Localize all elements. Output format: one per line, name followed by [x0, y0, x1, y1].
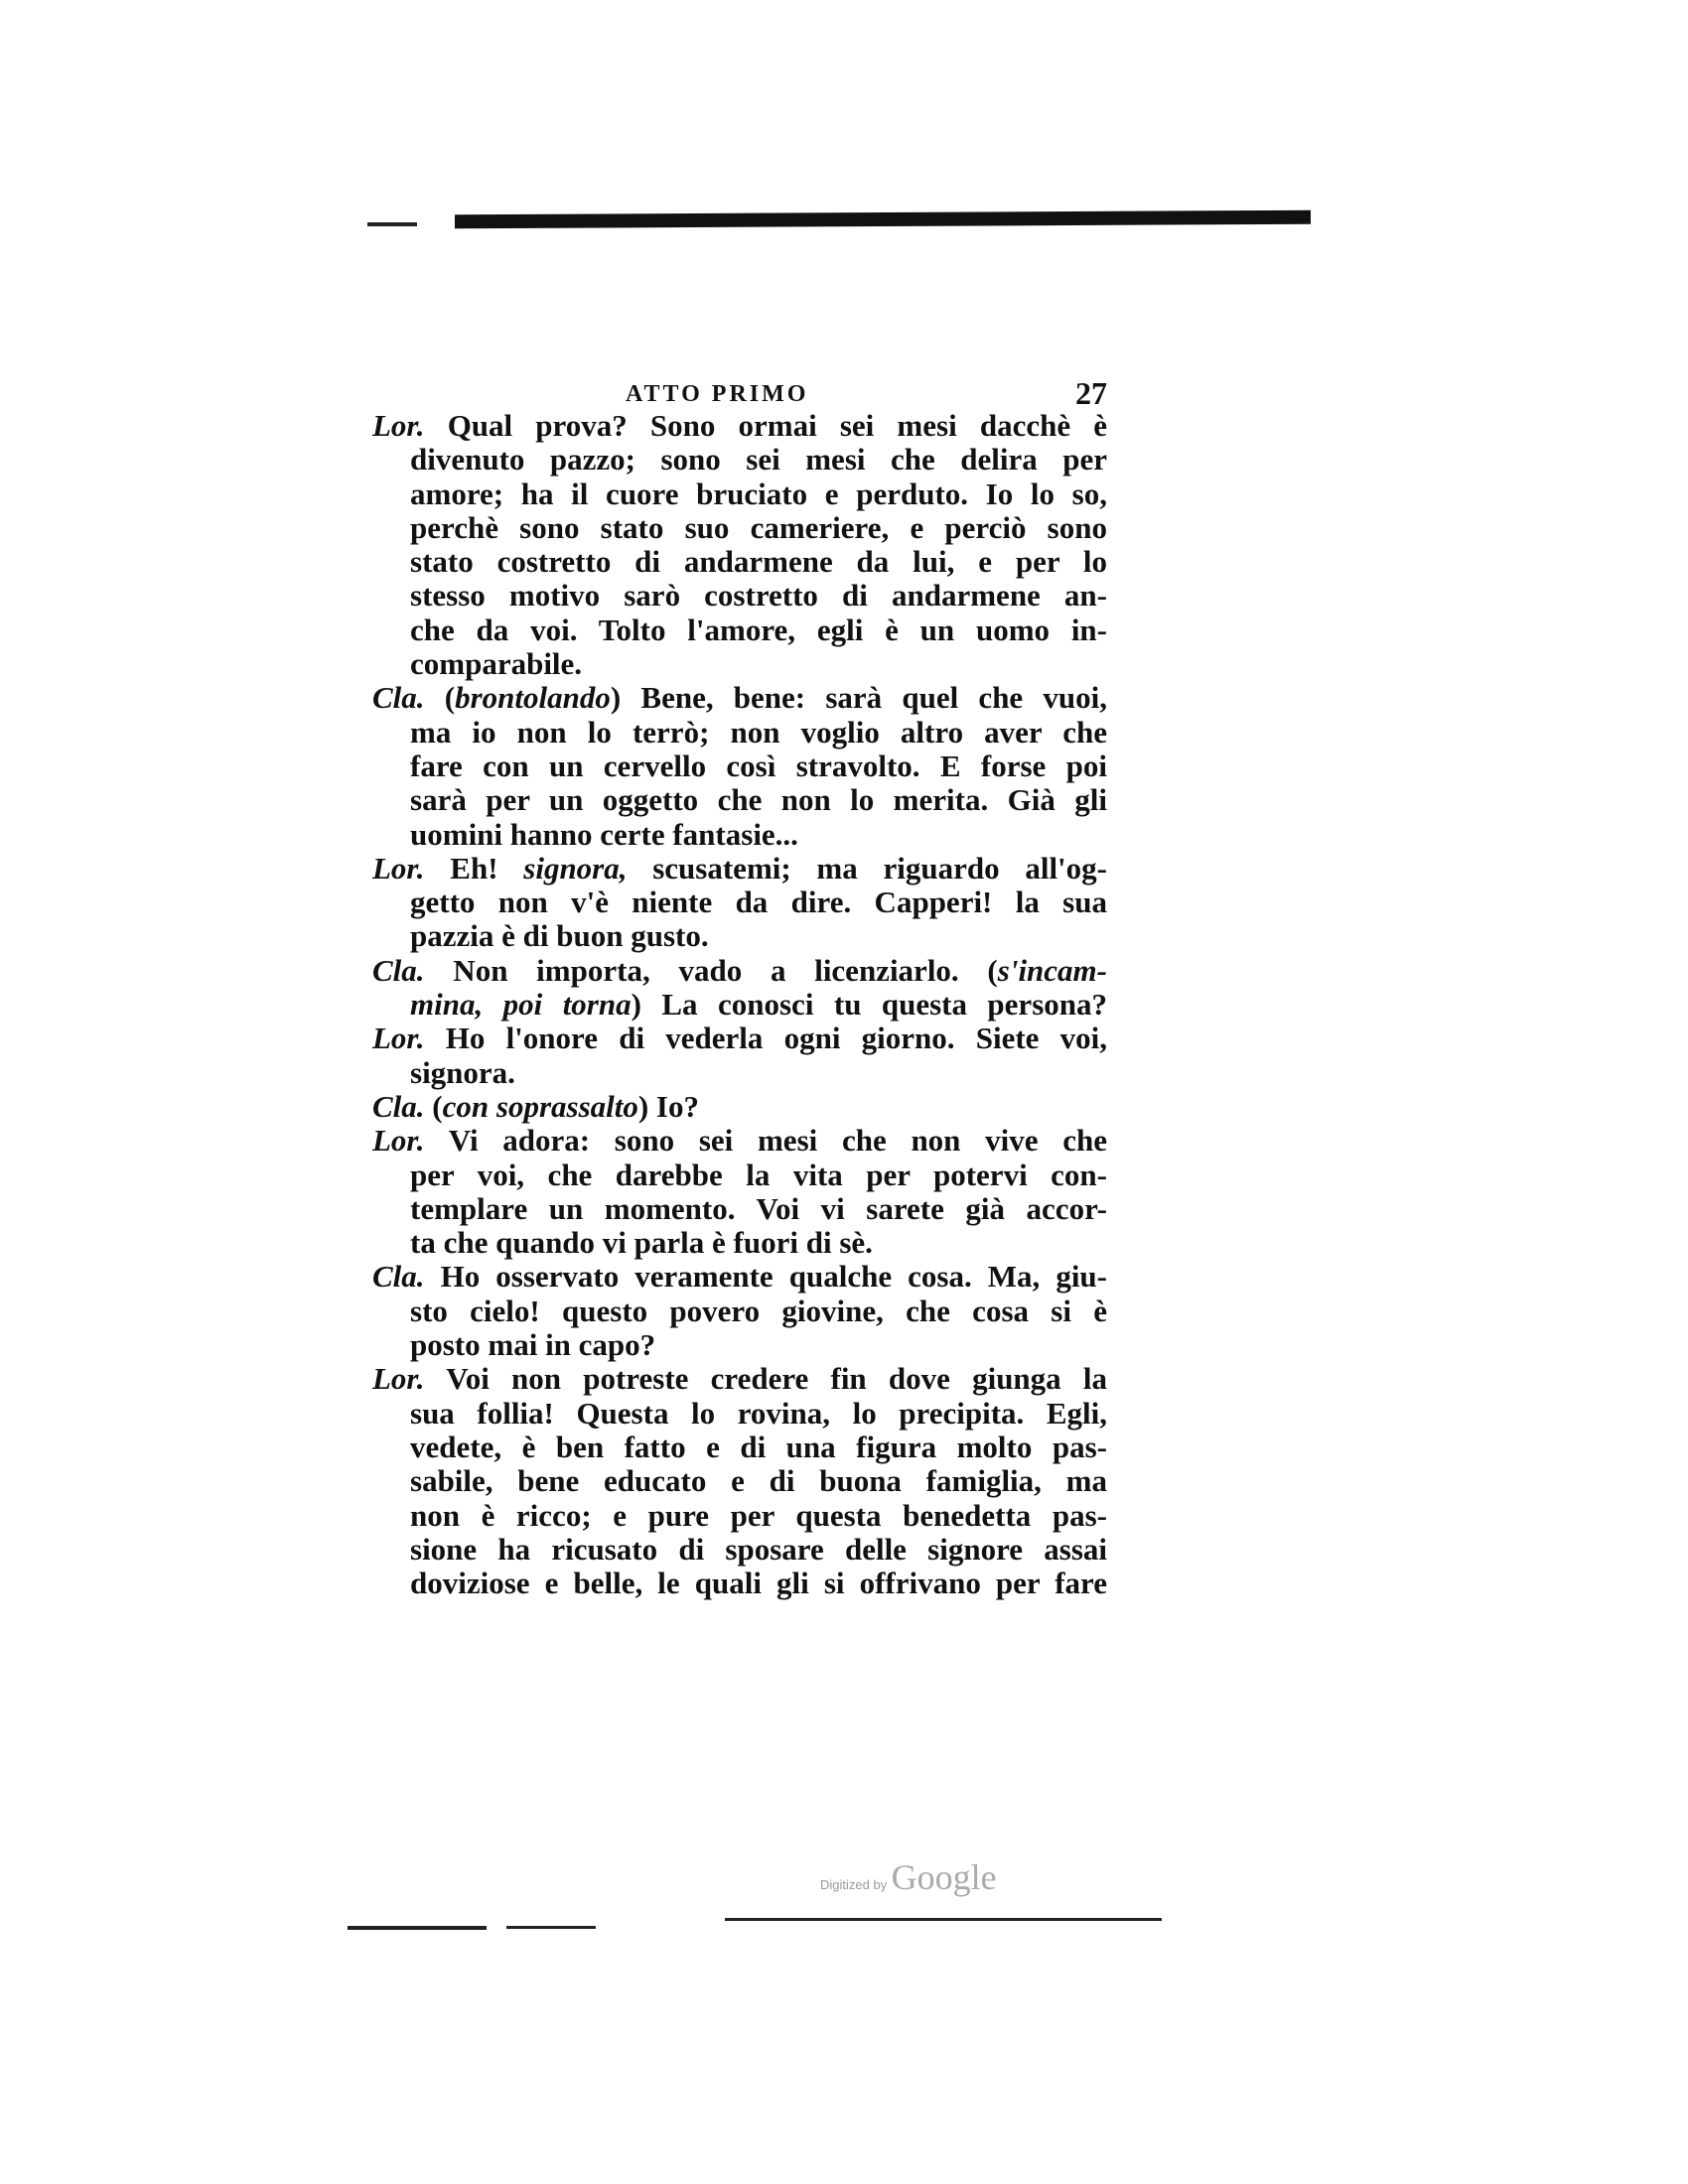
text-line [372, 1431, 1107, 1464]
text-line [372, 886, 1107, 919]
dialogue-text: perchè sono stato suo cameriere, e perciò sono [410, 509, 1107, 545]
dialogue-text: signora. [410, 1054, 515, 1090]
page-number: 27 [1075, 375, 1107, 411]
google-watermark [820, 1856, 997, 1898]
scan-edge-mark [506, 1926, 596, 1929]
text-line [372, 409, 1107, 443]
text-line [372, 1090, 1107, 1124]
dialogue-text: divenuto pazzo; sono sei mesi che delira per [410, 442, 1107, 478]
text-line [372, 954, 1107, 988]
text-line [372, 545, 1107, 579]
dialogue-text: sto cielo! questo povero giovine, che cosa si è [410, 1293, 1107, 1328]
text-line [372, 750, 1107, 783]
text-line [372, 1260, 1107, 1294]
dialogue-text: stato costretto di andarmene da lui, e per lo [410, 544, 1107, 580]
dialogue-text: Voi non potreste credere fin dove giunga la [424, 1361, 1107, 1397]
text-line [372, 1124, 1107, 1158]
text-line [372, 443, 1107, 477]
speaker-name: Lor. [372, 408, 425, 443]
speaker-name: Cla. [372, 1259, 425, 1295]
stage-direction: brontolando [455, 680, 611, 716]
running-header [372, 375, 1107, 409]
text-line [372, 1056, 1107, 1090]
text-line [372, 579, 1107, 613]
dialogue-text: per voi, che darebbe la vita per potervi con- [410, 1157, 1107, 1192]
speaker-name: Lor. [372, 1123, 425, 1159]
scan-edge-mark [348, 1926, 487, 1930]
speaker-name: Lor. [372, 850, 425, 886]
text-line [372, 988, 1107, 1022]
text-line [372, 1295, 1107, 1328]
dialogue-text: che da voi. Tolto l'amore, egli è un uomo in- [410, 612, 1107, 647]
dialogue-text: Ho osservato veramente qualche cosa. Ma, giu- [424, 1259, 1107, 1295]
dialogue-text: stesso motivo sarò costretto di andarmene an- [410, 578, 1107, 614]
dialogue-text: Ho l'onore di vederla ogni giorno. Siete voi, [424, 1021, 1107, 1056]
dialogue-text: uomini hanno certe fantasie... [410, 816, 798, 852]
text-line [372, 716, 1107, 750]
watermark-prefix: Digitized by [820, 1877, 888, 1892]
dialogue-text: ( [424, 680, 456, 716]
text-line [372, 818, 1107, 852]
dialogue-text: templare un momento. Voi vi sarete già accor- [410, 1190, 1107, 1226]
dialogue-text: pazzia è di buon gusto. [410, 918, 709, 954]
dialogue-text: doviziose e belle, le quali gli si offrivano per fare [410, 1566, 1107, 1601]
text-line [372, 1362, 1107, 1396]
stage-direction: s'incam- [997, 952, 1107, 988]
dialogue-text: ) Bene, bene: sarà quel che vuoi, [610, 680, 1108, 716]
text-line [372, 919, 1107, 953]
dialogue-text: ( [424, 1088, 443, 1124]
running-title: ATTO PRIMO [626, 381, 809, 407]
dialogue-text: Qual prova? Sono ormai sei mesi dacchè è [424, 408, 1107, 443]
text-line [372, 1533, 1107, 1567]
speaker-name: Cla. [372, 952, 425, 988]
dialogue-text: getto non v'è niente da dire. Capperi! la sua [410, 885, 1107, 920]
text-line [372, 647, 1107, 681]
watermark-brand: Google [891, 1857, 997, 1897]
stage-direction: mina, poi torna [410, 987, 632, 1023]
scan-edge-mark [455, 210, 1311, 229]
text-line [372, 852, 1107, 886]
text-line [372, 1226, 1107, 1260]
text-line [372, 1159, 1107, 1192]
dialogue-text: Vi adora: sono sei mesi che non vive che [424, 1123, 1107, 1159]
text-line [372, 1499, 1107, 1533]
dialogue-text: scusatemi; ma riguardo all'og- [627, 850, 1107, 886]
text-line [372, 1464, 1107, 1498]
text-line [372, 1192, 1107, 1226]
body-text [372, 409, 1107, 1600]
text-line [372, 1022, 1107, 1055]
dialogue-text: Eh! [424, 850, 524, 886]
dialogue-text: ta che quando vi parla è fuori di sè. [410, 1225, 873, 1261]
speaker-name: Cla. [372, 1088, 425, 1124]
text-line [372, 1397, 1107, 1431]
stage-direction: con soprassalto [442, 1088, 638, 1124]
dialogue-text: fare con un cervello così stravolto. E forse poi [410, 748, 1107, 783]
dialogue-text: sione ha ricusato di sposare delle signore assai [410, 1531, 1107, 1567]
speaker-name: Cla. [372, 680, 425, 716]
dialogue-text: ) La conosci tu questa persona? [631, 987, 1107, 1023]
scan-edge-mark [367, 222, 417, 226]
text-line [372, 1328, 1107, 1362]
stage-direction: signora, [523, 850, 628, 886]
dialogue-text: posto mai in capo? [410, 1327, 656, 1363]
dialogue-text: sabile, bene educato e di buona famiglia, ma [410, 1463, 1107, 1499]
text-line [372, 681, 1107, 715]
dialogue-text: vedete, è ben fatto e di una figura molto pas- [410, 1429, 1107, 1464]
dialogue-text: sua follia! Questa lo rovina, lo precipita. Egli, [410, 1395, 1107, 1431]
text-line [372, 511, 1107, 545]
scan-edge-mark [725, 1918, 1162, 1921]
text-line [372, 614, 1107, 647]
dialogue-text: ) Io? [637, 1088, 699, 1124]
dialogue-text: non è ricco; e pure per questa benedetta pas- [410, 1497, 1107, 1533]
text-line [372, 783, 1107, 817]
text-line [372, 1567, 1107, 1600]
dialogue-text: amore; ha il cuore bruciato e perduto. Io lo so, [410, 476, 1107, 511]
text-line [372, 478, 1107, 511]
speaker-name: Lor. [372, 1361, 425, 1397]
dialogue-text: ma io non lo terrò; non voglio altro aver che [410, 714, 1107, 750]
speaker-name: Lor. [372, 1021, 425, 1056]
dialogue-text: sarà per un oggetto che non lo merita. Già gli [410, 782, 1107, 818]
dialogue-text: Non importa, vado a licenziarlo. ( [424, 952, 998, 988]
dialogue-text: comparabile. [410, 646, 583, 682]
